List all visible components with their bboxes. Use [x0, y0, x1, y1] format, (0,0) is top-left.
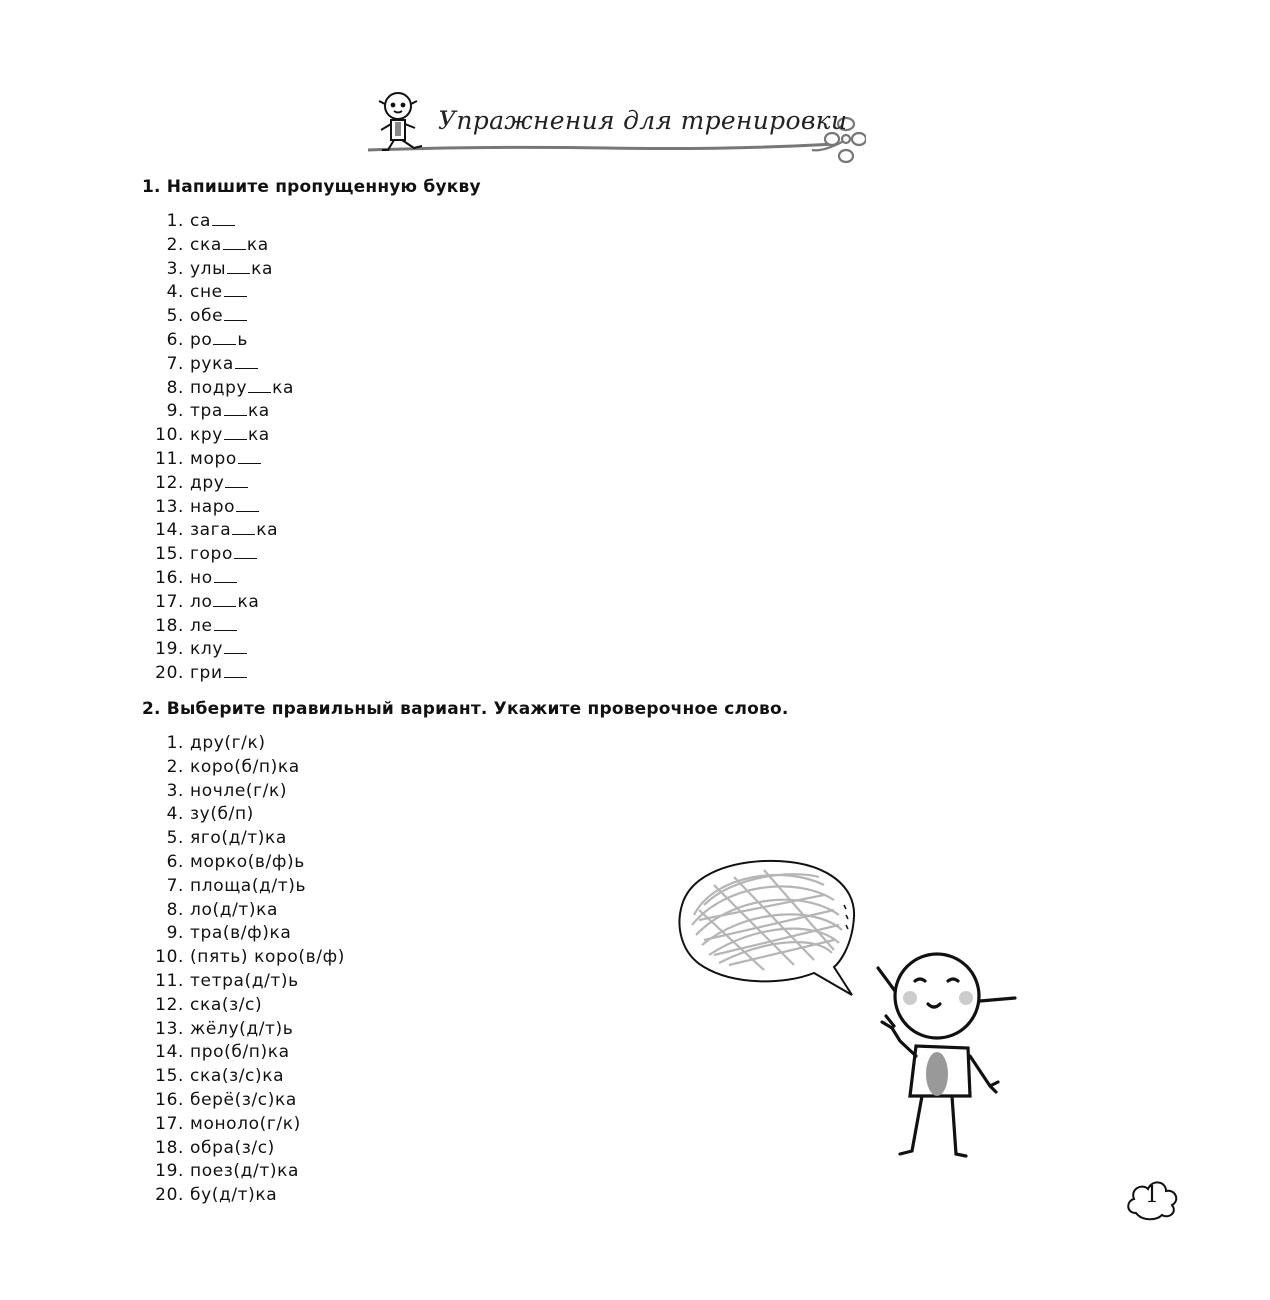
item-number: 4. [166, 282, 184, 303]
word-end: ка [247, 401, 270, 422]
blank-line [213, 594, 236, 607]
word-start: дру [190, 472, 225, 493]
speech-bubble-icon [674, 855, 864, 1005]
list-item [142, 496, 294, 520]
word-start: горо [190, 544, 233, 565]
item-number: 3. [166, 258, 184, 279]
item-number: 10. [155, 947, 184, 968]
blank-line [238, 451, 261, 464]
exercise-1-title: 1. Напишите пропущенную букву [142, 177, 481, 197]
item-number: 1. [166, 211, 184, 231]
sitting-boy-icon [379, 93, 422, 150]
item-text: поез(д/т)ка [190, 1161, 299, 1182]
list-item [142, 780, 345, 804]
blank-line [224, 641, 247, 654]
list-item [142, 472, 294, 496]
word-start: ло [190, 591, 213, 612]
item-number: 17. [155, 1113, 184, 1134]
word-start: ска [190, 234, 222, 255]
list-item [142, 922, 345, 946]
word-start: кру [190, 425, 223, 446]
item-text: коро(б/п)ка [190, 756, 300, 777]
list-item [142, 970, 345, 994]
item-number: 9. [166, 401, 184, 422]
word-start: са [190, 211, 211, 231]
list-item [142, 827, 345, 851]
list-item [142, 1041, 345, 1065]
list-item [142, 1018, 345, 1042]
word-end: ка [237, 591, 260, 612]
item-number: 2. [166, 234, 184, 255]
list-item [142, 519, 294, 543]
item-number: 14. [155, 1042, 184, 1063]
item-number: 16. [155, 567, 184, 588]
list-item [142, 1065, 345, 1089]
blank-line [224, 427, 247, 440]
item-text: бу(д/т)ка [190, 1185, 278, 1206]
word-end: ка [247, 425, 270, 446]
item-number: 8. [166, 377, 184, 398]
list-item [142, 353, 294, 377]
blank-line [232, 522, 255, 535]
word-start: рука [190, 353, 234, 374]
item-text: жёлу(д/т)ь [190, 1018, 294, 1039]
item-number: 1. [166, 733, 184, 753]
list-item [142, 946, 345, 970]
blank-line [224, 308, 247, 321]
word-end: ка [256, 520, 279, 541]
item-number: 15. [155, 1066, 184, 1087]
list-item [142, 803, 345, 827]
item-number: 20. [155, 663, 184, 684]
item-text: ночле(г/к) [190, 780, 288, 801]
blank-line [225, 475, 248, 488]
blank-line [227, 261, 250, 274]
blank-line [248, 380, 271, 393]
item-text: берё(з/с)ка [190, 1089, 297, 1110]
page-number: 1 [1145, 1183, 1159, 1208]
word-start: ле [190, 615, 213, 636]
blank-line [236, 499, 259, 512]
item-text: про(б/п)ка [190, 1042, 290, 1063]
list-item [142, 994, 345, 1018]
item-number: 18. [155, 615, 184, 636]
list-item [142, 1113, 345, 1137]
list-item [142, 615, 294, 639]
word-start: сне [190, 282, 223, 303]
list-item [142, 1184, 345, 1208]
word-start: обе [190, 306, 224, 327]
word-start: клу [190, 639, 224, 660]
exercise-2-list [142, 732, 345, 1208]
item-text: обра(з/с) [190, 1137, 275, 1158]
item-number: 18. [155, 1137, 184, 1158]
word-start: но [190, 567, 213, 588]
list-item [142, 329, 294, 353]
item-number: 3. [166, 780, 184, 801]
item-number: 2. [166, 756, 184, 777]
list-item [142, 899, 345, 923]
list-item [142, 662, 294, 686]
word-end: ка [272, 377, 295, 398]
blank-line [213, 332, 236, 345]
item-number: 13. [155, 496, 184, 517]
list-item [142, 400, 294, 424]
item-number: 14. [155, 520, 184, 541]
page-number-badge [1124, 1175, 1180, 1221]
word-start: улы [190, 258, 227, 279]
page-title: Упражнения для тренировки [438, 106, 848, 135]
item-number: 19. [155, 1161, 184, 1182]
pointing-boy-icon [870, 946, 1020, 1166]
item-number: 19. [155, 639, 184, 660]
list-item [142, 732, 345, 756]
list-item [142, 281, 294, 305]
item-number: 20. [155, 1185, 184, 1206]
item-number: 5. [166, 306, 184, 327]
exercise-2-title: 2. Выберите правильный вариант. Укажите проверочное слово. [142, 699, 789, 719]
item-text: яго(д/т)ка [190, 828, 287, 849]
item-number: 9. [166, 923, 184, 944]
list-item [142, 258, 294, 282]
item-text: дру(г/к) [190, 733, 266, 753]
list-item [142, 875, 345, 899]
blank-line [214, 618, 237, 631]
page-header [366, 86, 866, 166]
list-item [142, 424, 294, 448]
item-text: площа(д/т)ь [190, 875, 307, 896]
list-item [142, 851, 345, 875]
list-item [142, 567, 294, 591]
item-text: морко(в/ф)ь [190, 851, 305, 872]
item-number: 15. [155, 544, 184, 565]
word-end: ка [251, 258, 274, 279]
word-end: ка [246, 234, 269, 255]
item-number: 17. [155, 591, 184, 612]
cheek [903, 991, 917, 1005]
exercise-1-list [142, 210, 294, 686]
blank-line [212, 213, 235, 226]
list-item [142, 756, 345, 780]
list-item [142, 543, 294, 567]
item-number: 12. [155, 472, 184, 493]
word-start: наро [190, 496, 236, 517]
blank-line [224, 284, 247, 297]
item-number: 4. [166, 804, 184, 825]
blank-line [223, 237, 246, 250]
list-item [142, 1089, 345, 1113]
item-text: (пять) коро(в/ф) [190, 947, 345, 968]
list-item [142, 638, 294, 662]
item-number: 5. [166, 828, 184, 849]
item-number: 10. [155, 425, 184, 446]
word-start: зага [190, 520, 232, 541]
list-item [142, 591, 294, 615]
item-text: тра(в/ф)ка [190, 923, 292, 944]
blank-line [235, 356, 258, 369]
list-item [142, 305, 294, 329]
blank-line [214, 570, 237, 583]
list-item [142, 448, 294, 472]
word-start: ро [190, 329, 213, 350]
item-text: моноло(г/к) [190, 1113, 301, 1134]
list-item [142, 1160, 345, 1184]
item-text: ло(д/т)ка [190, 899, 279, 920]
list-item [142, 377, 294, 401]
item-number: 16. [155, 1089, 184, 1110]
word-start: гри [190, 663, 223, 684]
item-number: 12. [155, 994, 184, 1015]
blank-line [234, 546, 257, 559]
item-text: ска(з/с) [190, 994, 263, 1015]
word-start: моро [190, 448, 237, 469]
list-item [142, 234, 294, 258]
item-number: 13. [155, 1018, 184, 1039]
item-number: 8. [166, 899, 184, 920]
item-number: 7. [166, 875, 184, 896]
list-item [142, 210, 294, 234]
list-item [142, 1137, 345, 1161]
item-number: 11. [155, 970, 184, 991]
blank-line [224, 665, 247, 678]
cheek [959, 991, 973, 1005]
item-number: 7. [166, 353, 184, 374]
word-start: подру [190, 377, 248, 398]
item-number: 11. [155, 448, 184, 469]
blank-line [224, 403, 247, 416]
item-text: ска(з/с)ка [190, 1066, 285, 1087]
item-text: тетра(д/т)ь [190, 970, 299, 991]
item-text: зу(б/п) [190, 804, 254, 825]
item-number: 6. [166, 329, 184, 350]
word-start: тра [190, 401, 223, 422]
item-number: 6. [166, 851, 184, 872]
word-end: ь [237, 329, 249, 350]
